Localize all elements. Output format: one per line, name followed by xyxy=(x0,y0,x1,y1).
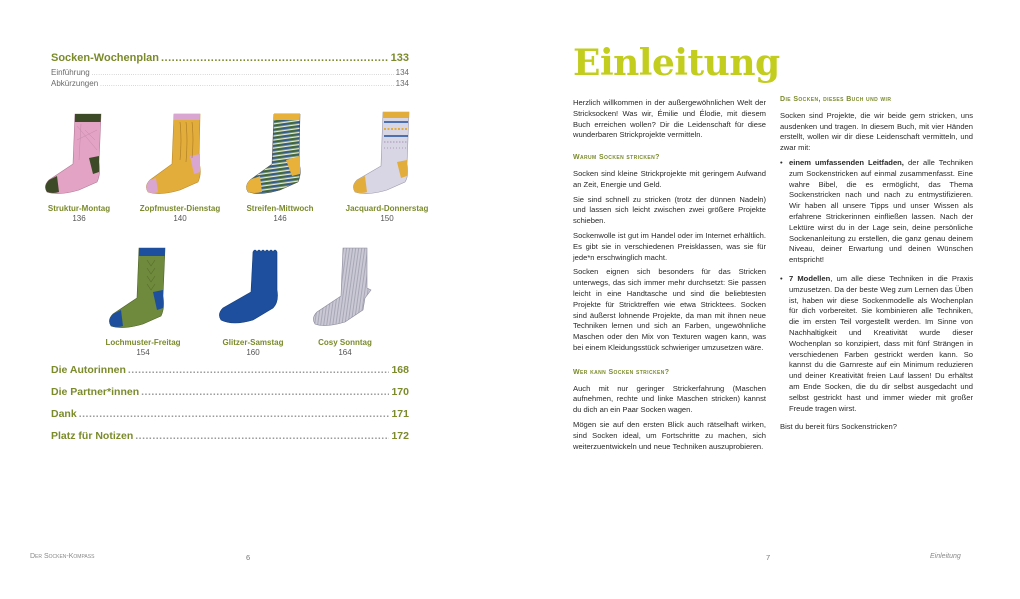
section-heading-socken-buch: Die Socken, dieses Buch und wir xyxy=(780,96,892,103)
sock-card-zopfmuster-dienstag[interactable]: Zopfmuster-Dienstag 140 xyxy=(125,110,235,223)
leader-dots xyxy=(79,408,390,420)
toc-entry-abkuerzungen[interactable]: Abkürzungen ..... 134 xyxy=(51,79,409,90)
bullet-item: • einem umfassenden Leitfaden, der alle Techniken zum Sockenstricken auf einmal zusammenfasst. Eine wahre Bibel, die es ermöglicht, das Thema Sockenstricken nach und nach zu entmystifizieren. Wir haben all unsere Tipps und unser Wissen als erfahrene Strickerinnen einfließen lassen. Nach der Lektüre wirst du in der Lage sein, deine persönliche Sockenanleitung zu erstellen, die ganz genau deinem Niveau, deiner Erwartung und deinen Wünschen entspricht! xyxy=(780,158,973,266)
sock-card-streifen-mittwoch[interactable]: Streifen-Mittwoch 146 xyxy=(225,110,335,223)
right-page xyxy=(510,0,1020,599)
paragraph: Socken eignen sich besonders für das Stricken unterwegs, das sich immer mehr durchsetzt: Sie passen leicht in eine Handtasche und sind die beliebtesten Projekte für Stricktreffen wie etwa Stricktees. Socken sind äußerst lohnende Projekte, da man mit ihnen neue Techniken lernen und sich an Farben, ungewöhnliche Maschen oder den Mix von Texturen wagen kann, was bei einem Kleidungsstück schwieriger umzusetzen wäre. xyxy=(573,267,766,352)
leader-dots xyxy=(141,386,389,398)
leader-dots xyxy=(100,82,393,88)
sock-illustration-yellow xyxy=(140,110,220,196)
leader-dots xyxy=(128,364,390,376)
toc-appendix xyxy=(51,364,409,452)
toc-entry-platz-fuer-notizen[interactable]: Platz für Notizen ..... 172 xyxy=(51,430,409,452)
sock-card-jacquard-donnerstag[interactable]: Jacquard-Donnerstag 150 xyxy=(332,110,442,223)
bullet-list xyxy=(780,158,973,414)
running-head-right: Einleitung xyxy=(930,553,961,560)
sock-card-struktur-montag[interactable]: Struktur-Montag 136 xyxy=(24,110,134,223)
section-heading-wer: Wer kann Socken stricken? xyxy=(573,368,670,376)
page-title: Einleitung xyxy=(573,42,780,84)
toc-entry-einfuehrung[interactable]: Einführung ..... 134 xyxy=(51,68,409,79)
sock-illustration-pink xyxy=(39,110,119,196)
leader-dots xyxy=(161,52,389,64)
sock-card-glitzer-samstag[interactable]: Glitzer-Samstag 160 xyxy=(198,246,308,357)
page-number-left: 6 xyxy=(246,553,251,562)
paragraph: Sie sind schnell zu stricken (trotz der dünnen Nadeln) und lassen sich leicht zwischen zwei größere Projekte schieben. xyxy=(573,194,766,226)
paragraph: Auch mit nur geringer Strickerfahrung (Maschen aufnehmen, rechte und linke Maschen stricken) kannst du dich an ein Paar Socken wagen. xyxy=(573,383,766,415)
sock-illustration-green-lace xyxy=(103,246,183,330)
sock-card-cosy-sonntag[interactable]: Cosy Sonntag 164 xyxy=(290,246,400,357)
text-column-left xyxy=(573,98,766,456)
section-heading-warum: Warum Socken stricken? xyxy=(573,154,660,162)
leader-dots xyxy=(135,430,389,442)
sock-illustration-blue xyxy=(213,246,293,330)
bullet-item: • 7 Modellen, um alle diese Techniken in die Praxis umzusetzen. Da der beste Weg zum Lernen das Üben ist, haben wir diese Sockenmodelle als Wochenplan für dich vorbereitet. Sie kombinieren alle Techniken, die im ersten Teil vorgestellt werden. Im Sinne von Nachhaltigkeit und Kreativität wurde dieser Wochenplan so konzipiert, dass mit fünf Strängen in verschiedenen Farben gestrickt werden kann. So kannst du die Garnreste auf ein Minimum reduzieren und deiner Kreativität freien Lauf lassen! Du erhältst am Ende Socken, die du dir selbst ausgedacht und selbst gestrickt hast und immer wieder mit großer Freude tragen wirst. xyxy=(780,274,973,414)
sock-illustration-striped xyxy=(240,110,320,196)
toc-entry-socken-wochenplan[interactable]: Socken-Wochenplan ..... 133 xyxy=(51,52,409,68)
sock-illustration-grey-ribbed xyxy=(305,246,385,330)
paragraph: Socken sind kleine Strickprojekte mit geringem Aufwand an Zeit, Energie und Geld. xyxy=(573,168,766,189)
paragraph: Mögen sie auf den ersten Blick auch rätselhaft wirken, sind Socken ideal, um Fortschritte zu machen, sich weiterzuentwickeln und neue Techniken auszuprobieren. xyxy=(573,419,766,451)
sock-illustration-jacquard xyxy=(347,110,427,196)
toc-entry-die-partner-innen[interactable]: Die Partner*innen ..... 170 xyxy=(51,386,409,408)
toc-entry-dank[interactable]: Dank ..... 171 xyxy=(51,408,409,430)
toc-entry-die-autorinnen[interactable]: Die Autorinnen ..... 168 xyxy=(51,364,409,386)
sock-card-lochmuster-freitag[interactable]: Lochmuster-Freitag 154 xyxy=(88,246,198,357)
page-number-right: 7 xyxy=(766,553,771,562)
running-head-left: Der Socken-Kompass xyxy=(30,553,95,560)
paragraph: Socken sind Projekte, die wir beide gern stricken, uns ausdenken und tragen. In diesem Buch, mit vier Händen erstellt, wollen wir dir diese Leidenschaft vermitteln, und zwar mit: xyxy=(780,110,973,153)
toc-weekly-plan xyxy=(51,52,409,90)
closing-question: Bist du bereit fürs Sockenstricken? xyxy=(780,422,897,432)
leader-dots xyxy=(92,71,394,77)
paragraph: Sockenwolle ist gut im Handel oder im Internet erhältlich. Es gibt sie in verschiedenen Preisklassen, was sie für jede*n erschwinglich macht. xyxy=(573,230,766,262)
text-column-right xyxy=(780,95,973,437)
intro-paragraph: Herzlich willkommen in der außergewöhnlichen Welt der Stricksocken! Was wir, Émilie und Élodie, mit diesem Buch erreichen wollen? Dir die Leidenschaft für diese wunderbaren Strickprojekte vermitteln. xyxy=(573,98,766,140)
